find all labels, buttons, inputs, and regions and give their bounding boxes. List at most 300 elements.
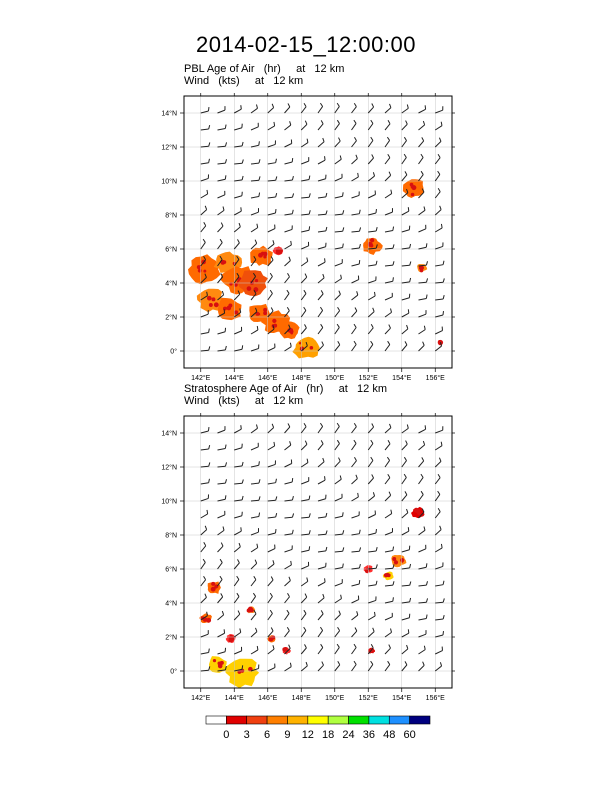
field-speckle — [420, 269, 423, 272]
field-patch — [225, 659, 259, 688]
wind-barb — [368, 423, 373, 433]
wind-barb — [201, 542, 206, 552]
colorbar-swatch — [389, 716, 409, 724]
wind-barb — [268, 424, 274, 433]
wind-barb — [335, 259, 343, 266]
field-speckle — [222, 260, 226, 264]
wind-barb — [435, 138, 441, 147]
wind-barb — [402, 564, 411, 569]
wind-barb — [285, 343, 292, 351]
wind-barb — [385, 261, 394, 266]
y-tick-label: 4°N — [165, 280, 177, 288]
colorbar-label: 3 — [243, 729, 250, 741]
wind-barb — [402, 457, 407, 467]
field-speckle — [207, 296, 212, 301]
colorbar-label: 9 — [284, 729, 291, 741]
wind-barb — [268, 460, 276, 467]
wind-barb — [419, 563, 427, 569]
wind-barb — [335, 611, 341, 620]
wind-barb — [234, 192, 242, 198]
wind-barb — [318, 476, 325, 484]
colorbar-swatch — [206, 716, 226, 724]
wind-barb — [368, 261, 377, 266]
wind-barb — [419, 615, 428, 620]
field-speckle — [258, 313, 260, 315]
wind-barb — [419, 243, 427, 249]
field-speckle — [263, 252, 268, 257]
wind-barb — [285, 290, 290, 300]
y-tick-label: 14°N — [161, 110, 177, 118]
wind-barb — [318, 227, 327, 232]
wind-barb — [435, 224, 442, 232]
field-speckle — [366, 567, 370, 571]
wind-barb — [251, 176, 260, 181]
wind-barb — [318, 175, 326, 181]
wind-barb — [368, 596, 376, 603]
wind-barb — [419, 491, 424, 501]
wind-barb — [419, 154, 424, 164]
wind-barb — [318, 103, 323, 113]
wind-barb — [234, 611, 240, 620]
wind-barb — [318, 274, 324, 283]
field-speckle — [258, 253, 263, 258]
colorbar-label: 12 — [301, 729, 314, 741]
wind-barb — [402, 546, 410, 552]
wind-barb — [385, 661, 390, 671]
wind-barb — [234, 512, 242, 518]
wind-barb — [385, 293, 392, 300]
colorbar-label: 36 — [362, 729, 376, 741]
wind-barb — [285, 663, 292, 671]
wind-barb — [335, 138, 340, 147]
wind-barb — [352, 244, 361, 249]
wind-barb — [402, 614, 410, 620]
colorbar-swatch — [267, 716, 287, 724]
wind-barb — [218, 328, 226, 334]
wind-barb — [385, 457, 390, 467]
wind-barb — [218, 346, 227, 351]
wind-barb — [335, 103, 340, 113]
wind-barb — [385, 190, 392, 198]
wind-barb — [352, 457, 357, 467]
wind-barb — [368, 612, 375, 620]
wind-barb — [318, 662, 324, 671]
wind-barb — [335, 244, 344, 249]
wind-barb — [435, 647, 442, 654]
wind-barb — [435, 242, 443, 249]
wind-barb — [201, 159, 210, 164]
wind-barb — [419, 121, 425, 130]
wind-barb — [335, 307, 340, 317]
wind-barb — [268, 225, 275, 232]
wind-barb — [402, 226, 410, 232]
wind-barb — [335, 595, 342, 603]
wind-barb — [435, 508, 440, 518]
wind-barb — [385, 613, 392, 620]
wind-barb — [301, 423, 306, 433]
wind-barb — [251, 193, 260, 198]
wind-barb — [419, 225, 426, 232]
colorbar-swatch — [369, 716, 389, 724]
wind-barb — [268, 104, 274, 113]
wind-barb — [301, 121, 307, 130]
wind-barb — [352, 627, 357, 637]
wind-barb — [335, 564, 344, 569]
wind-barb — [268, 344, 275, 351]
wind-barb — [301, 496, 310, 501]
wind-barb — [385, 474, 390, 484]
wind-barb — [385, 424, 391, 433]
wind-barb — [368, 324, 373, 334]
wind-barb — [234, 527, 241, 535]
y-tick-label: 0° — [170, 668, 177, 676]
wind-barb — [318, 258, 325, 266]
wind-barb — [368, 474, 373, 484]
x-tick-label: 150°E — [325, 375, 345, 382]
wind-barb — [201, 174, 209, 181]
wind-barb — [234, 176, 243, 181]
wind-barb — [268, 193, 277, 198]
wind-barb — [251, 104, 257, 113]
wind-barb — [335, 120, 340, 130]
wind-barb — [251, 159, 260, 164]
field-speckle — [228, 304, 232, 308]
wind-barb — [318, 495, 326, 501]
wind-barb — [385, 581, 394, 586]
wind-barb — [285, 273, 290, 283]
wind-barb — [368, 227, 377, 232]
wind-barb — [318, 644, 323, 654]
wind-barb — [285, 210, 294, 215]
wind-barb — [301, 307, 306, 317]
y-tick-label: 2°N — [165, 314, 177, 322]
wind-barb — [368, 292, 375, 300]
field-speckle — [211, 582, 215, 586]
wind-barb — [385, 492, 391, 501]
wind-barb — [385, 137, 390, 147]
wind-barb — [318, 530, 327, 535]
wind-barb — [385, 597, 393, 603]
wind-barb — [301, 242, 308, 249]
wind-barb — [335, 661, 340, 671]
x-tick-label: 154°E — [392, 695, 412, 702]
x-tick-label: 144°E — [224, 375, 244, 382]
wind-barb — [285, 140, 292, 147]
wind-barb — [402, 207, 409, 215]
wind-barb — [218, 576, 223, 586]
wind-barb — [234, 647, 241, 654]
wind-barb — [301, 627, 306, 637]
wind-barb — [201, 329, 210, 334]
colorbar-label: 18 — [322, 729, 335, 741]
wind-barb — [285, 423, 290, 433]
colorbar-swatch — [308, 716, 328, 724]
wind-barb — [352, 155, 358, 164]
y-tick-label: 6°N — [165, 246, 177, 254]
wind-barb — [201, 479, 210, 484]
field-speckle — [209, 303, 213, 307]
wind-barb — [385, 628, 392, 637]
field-speckle — [255, 279, 258, 282]
wind-barb — [251, 513, 260, 518]
wind-barb — [352, 276, 359, 283]
wind-barb — [402, 278, 411, 283]
wind-barb — [318, 210, 327, 215]
wind-barb — [301, 274, 307, 283]
wind-barb — [251, 628, 257, 637]
wind-barb — [218, 191, 225, 198]
wind-barb — [201, 594, 207, 603]
field-speckle — [284, 649, 286, 651]
y-tick-label: 8°N — [165, 212, 177, 220]
wind-barb — [435, 526, 441, 535]
wind-barb — [301, 103, 306, 113]
wind-barb — [234, 239, 239, 249]
field-speckle — [247, 608, 251, 612]
y-tick-label: 4°N — [165, 600, 177, 608]
wind-barb — [268, 479, 277, 484]
wind-barb — [419, 171, 424, 181]
wind-barb — [335, 324, 340, 334]
x-tick-label: 148°E — [291, 695, 311, 702]
field-speckle — [214, 302, 219, 307]
wind-barb — [352, 341, 357, 351]
wind-barb — [402, 425, 409, 433]
field-speckle — [203, 270, 206, 273]
wind-barb — [402, 474, 407, 484]
wind-barb — [419, 310, 427, 317]
wind-barb — [402, 581, 411, 586]
wind-barb — [435, 106, 443, 113]
wind-barb — [352, 227, 361, 232]
wind-barb — [234, 105, 241, 113]
wind-barb — [335, 530, 344, 535]
wind-barb — [352, 307, 357, 317]
wind-barb — [335, 155, 341, 164]
field-speckle — [234, 283, 238, 287]
wind-barb — [301, 290, 306, 300]
wind-barb — [419, 474, 424, 484]
wind-barb — [402, 309, 409, 317]
x-tick-label: 142°E — [191, 375, 211, 382]
wind-barb — [435, 615, 444, 620]
wind-barb — [318, 193, 327, 198]
wind-barb — [402, 645, 408, 654]
wind-barb — [318, 578, 325, 586]
wind-barb — [402, 661, 407, 671]
wind-barb — [234, 207, 241, 215]
wind-barb — [251, 240, 257, 249]
colorbar-label: 60 — [403, 729, 416, 741]
wind-barb — [335, 227, 344, 232]
wind-barb — [201, 239, 206, 249]
wind-barb — [251, 224, 258, 232]
wind-barb — [268, 610, 273, 620]
wind-barb — [385, 104, 391, 113]
wind-barb — [218, 239, 223, 249]
wind-barb — [352, 547, 361, 552]
y-tick-label: 12°N — [161, 144, 177, 152]
wind-barb — [201, 510, 208, 518]
field-speckle — [394, 560, 398, 564]
colorbar-swatch — [226, 716, 246, 724]
wind-barb — [419, 457, 424, 467]
wind-barb — [435, 188, 440, 198]
wind-barb — [402, 244, 411, 249]
wind-barb — [318, 307, 323, 317]
wind-barb — [352, 611, 358, 620]
wind-barb — [285, 158, 293, 164]
wind-barb — [318, 243, 326, 249]
wind-barb — [419, 526, 425, 535]
wind-barb — [285, 627, 290, 637]
wind-barb — [301, 662, 307, 671]
wind-barb — [285, 121, 291, 130]
wind-barb — [335, 579, 343, 586]
wind-barb — [435, 458, 441, 467]
wind-barb — [201, 206, 207, 215]
colorbar-swatch — [328, 716, 348, 724]
wind-barb — [234, 142, 243, 147]
wind-barb — [352, 440, 357, 450]
x-tick-label: 142°E — [191, 695, 211, 702]
wind-barb — [251, 544, 258, 552]
field-speckle — [289, 330, 293, 334]
wind-barb — [368, 511, 375, 518]
wind-barb — [234, 223, 240, 232]
wind-barb — [368, 628, 374, 637]
wind-barb — [285, 561, 292, 569]
wind-barb — [402, 261, 411, 266]
wind-barb — [218, 125, 227, 130]
x-tick-label: 146°E — [258, 375, 278, 382]
wind-barb — [352, 120, 357, 130]
wind-barb — [435, 426, 443, 433]
map-panel-2 — [161, 413, 455, 702]
wind-barb — [385, 308, 392, 317]
x-tick-label: 156°E — [425, 695, 445, 702]
wind-barb — [385, 208, 392, 215]
wind-barb — [368, 457, 373, 467]
wind-barb — [301, 226, 309, 232]
colorbar-swatch — [349, 716, 369, 724]
wind-barb — [385, 120, 390, 130]
wind-barb — [251, 443, 258, 450]
wind-barb — [352, 324, 357, 334]
field-speckle — [212, 297, 216, 301]
wind-barb — [218, 462, 227, 467]
field-speckle — [272, 319, 276, 323]
wind-barb — [218, 159, 227, 164]
wind-barb — [335, 341, 340, 351]
field-speckle — [411, 193, 415, 197]
wind-barb — [251, 646, 258, 654]
wind-barb — [385, 341, 390, 351]
wind-barb — [301, 459, 308, 467]
wind-barb — [201, 125, 210, 130]
wind-barb — [352, 423, 357, 433]
colorbar-swatch — [287, 716, 307, 724]
wind-barb — [218, 511, 225, 518]
wind-barb — [285, 460, 292, 467]
wind-barb — [402, 441, 408, 450]
wind-barb — [385, 510, 392, 518]
x-tick-label: 144°E — [224, 695, 244, 702]
wind-barb — [352, 564, 361, 569]
wind-barb — [335, 291, 341, 300]
field-speckle — [414, 508, 419, 513]
wind-barb — [385, 440, 390, 450]
wind-barb — [402, 121, 408, 130]
wind-barb — [368, 137, 373, 147]
wind-barb — [285, 241, 292, 249]
wind-barb — [368, 103, 373, 113]
wind-barb — [419, 646, 426, 654]
wind-barb — [335, 174, 342, 181]
wind-barb — [301, 257, 308, 266]
wind-barb — [435, 261, 444, 266]
wind-barb — [218, 495, 226, 501]
wind-barb — [368, 308, 374, 317]
wind-barb — [201, 649, 210, 654]
wind-barb — [301, 610, 306, 620]
wind-barb — [435, 491, 440, 501]
wind-barb — [268, 496, 277, 501]
wind-barb — [301, 594, 307, 603]
wind-barb — [268, 560, 274, 569]
wind-barb — [435, 598, 444, 603]
wind-barb — [301, 157, 308, 164]
wind-barb — [234, 496, 243, 501]
wind-barb — [301, 644, 306, 654]
wind-barb — [201, 190, 208, 198]
wind-barb — [285, 496, 294, 501]
wind-barb — [318, 594, 324, 603]
wind-barb — [385, 244, 394, 249]
wind-barb — [318, 156, 325, 164]
wind-barb — [335, 440, 340, 450]
wind-barb — [285, 593, 290, 603]
wind-barb — [285, 545, 293, 552]
wind-barb — [368, 172, 374, 181]
wind-barb — [301, 193, 310, 198]
wind-barb — [218, 479, 227, 484]
wind-barb — [318, 290, 323, 300]
x-tick-label: 156°E — [425, 375, 445, 382]
wind-barb — [419, 206, 425, 215]
wind-barb — [218, 175, 226, 181]
wind-barb — [352, 291, 358, 300]
wind-barb — [335, 494, 342, 501]
wind-barb — [301, 577, 308, 586]
wind-barb — [251, 479, 260, 484]
wind-barb — [285, 610, 290, 620]
wind-barb — [251, 123, 258, 130]
field-speckle — [370, 244, 373, 247]
wind-barb — [435, 206, 441, 215]
wind-barb — [368, 191, 375, 198]
field-speckle — [198, 269, 202, 273]
wind-barb — [402, 598, 411, 603]
wind-barb — [435, 122, 442, 130]
colorbar — [206, 716, 430, 741]
wind-barb — [234, 462, 243, 467]
colorbar-label: 0 — [223, 729, 230, 741]
wind-barb — [201, 666, 210, 671]
wind-barb — [368, 547, 377, 552]
wind-barb — [385, 325, 391, 334]
wind-barb — [268, 593, 273, 603]
